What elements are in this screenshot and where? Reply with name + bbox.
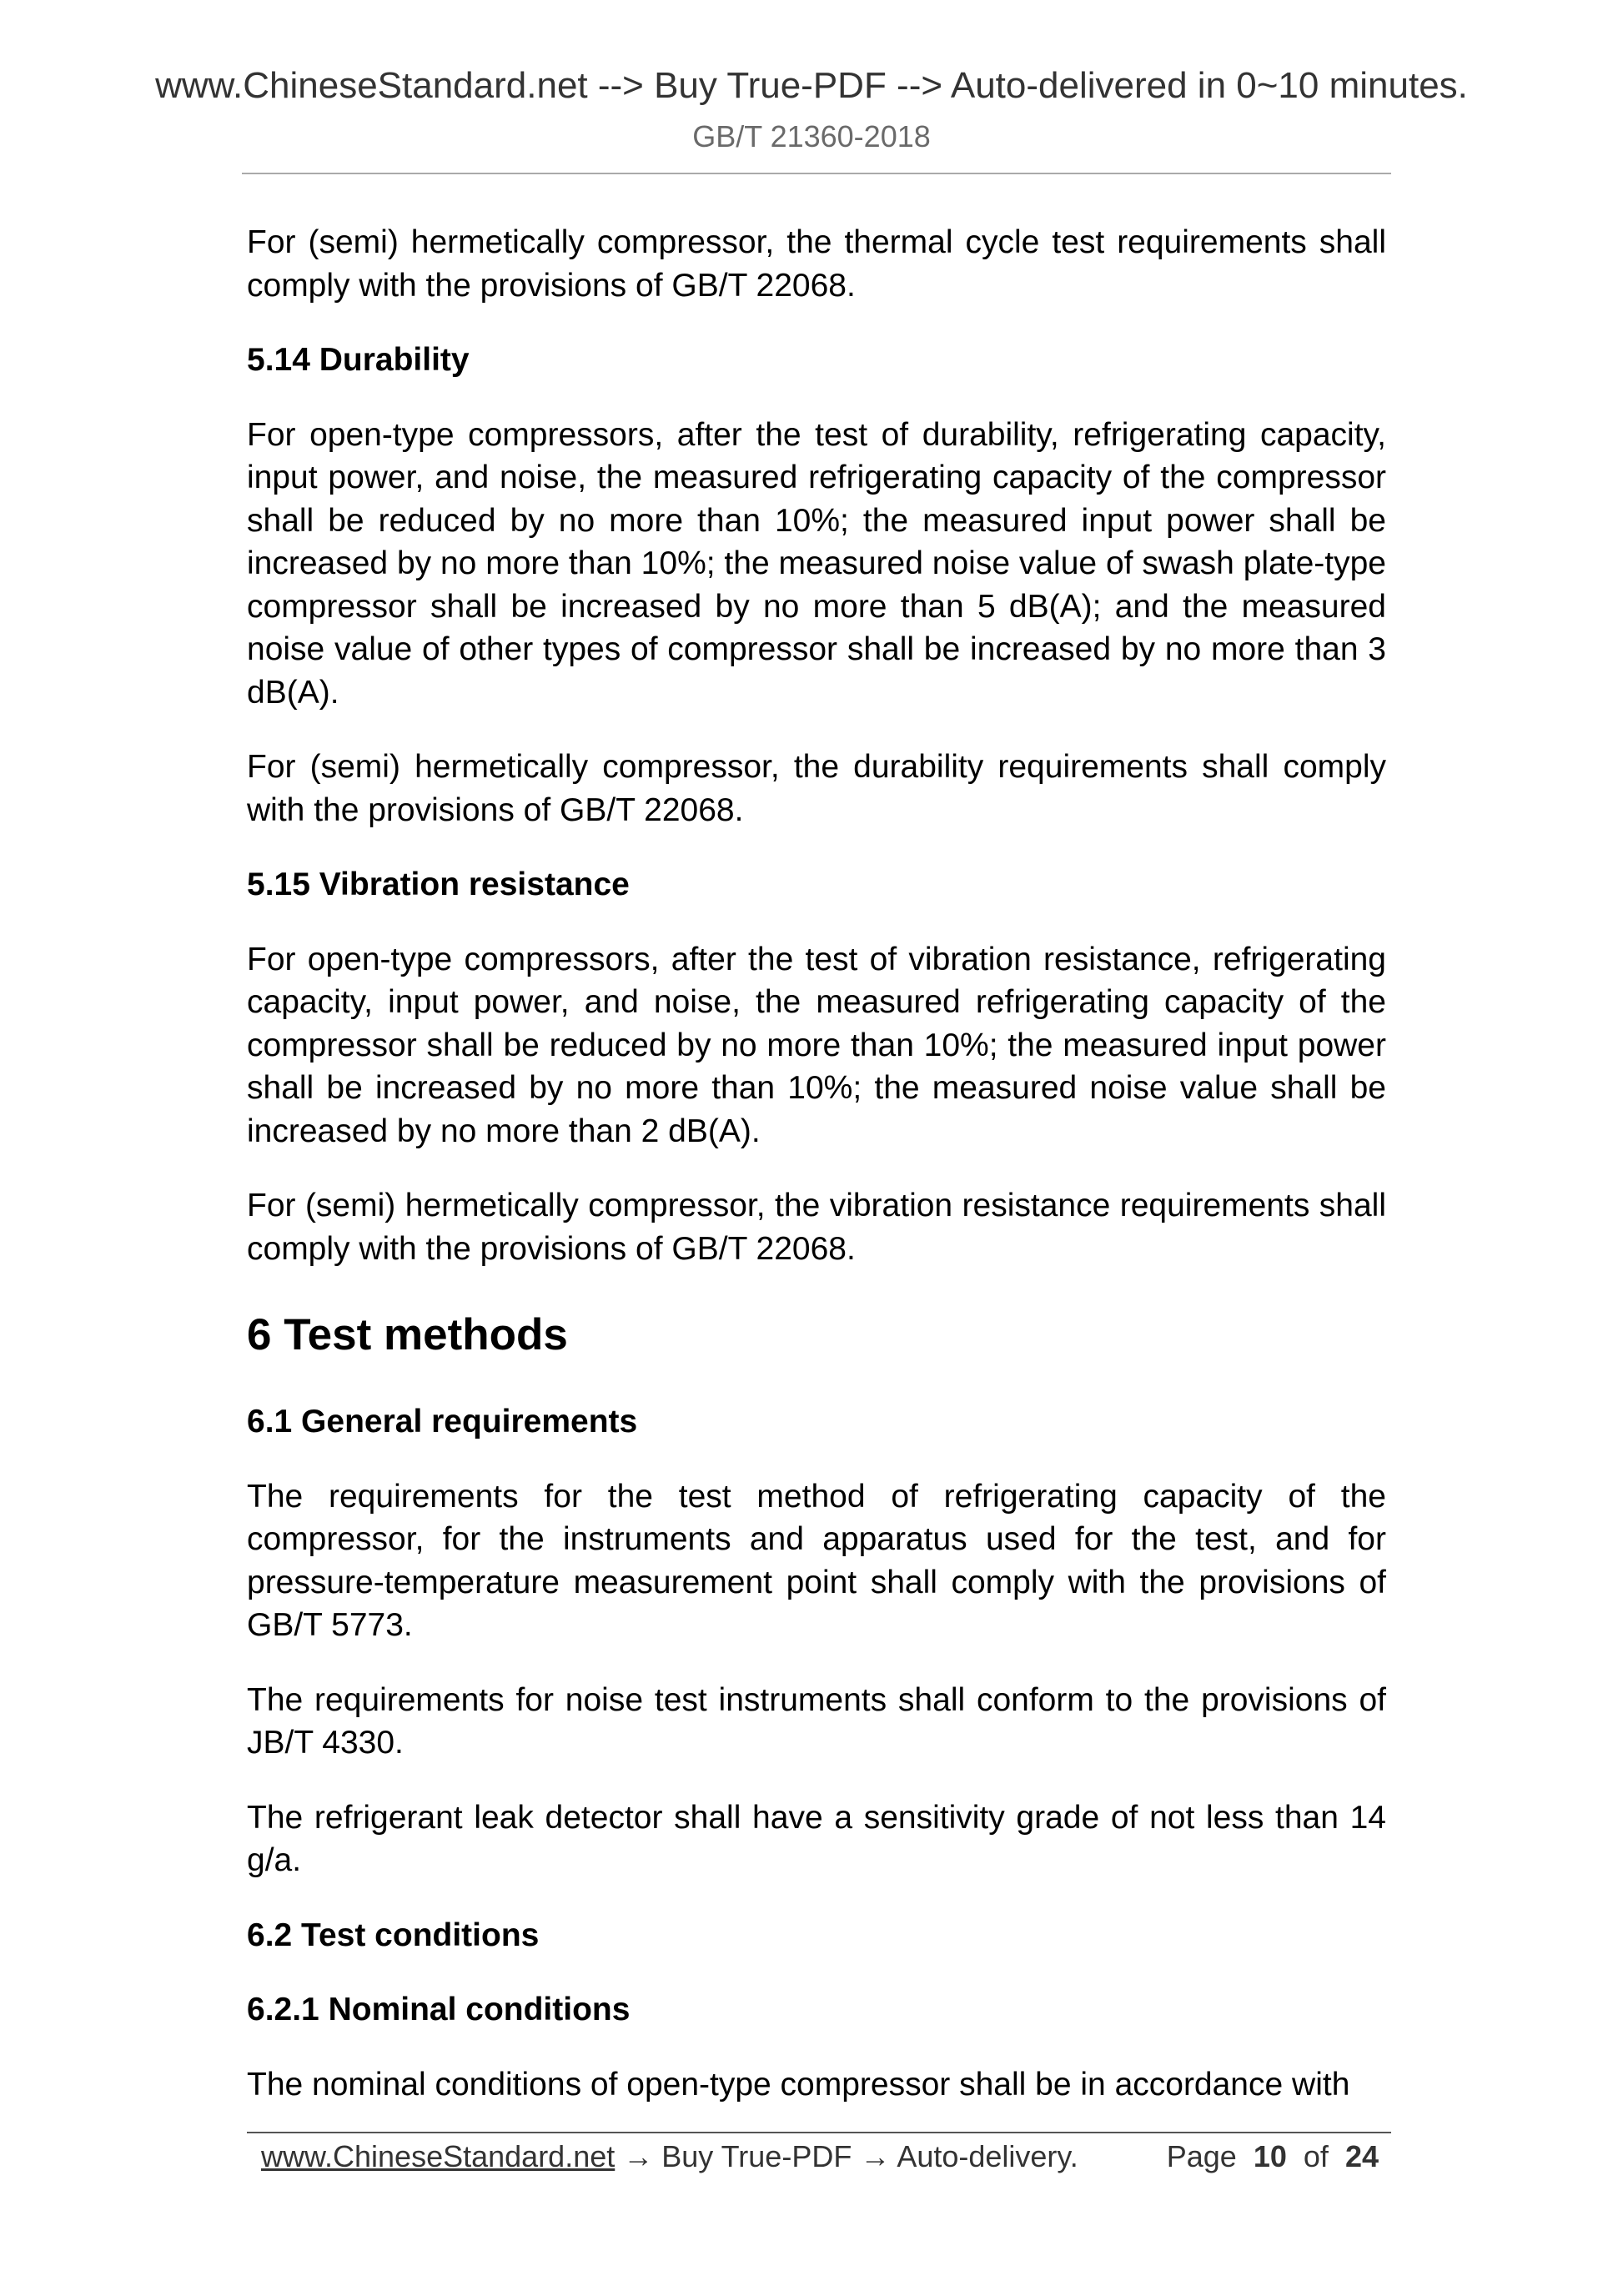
paragraph-general-refrigerating: The requirements for the test method of refrigerating capacity of the compressor, for the instruments and apparatus used for the test, and for pressure-temperature measurement point shall comply with the provisions of GB/T 5773.: [247, 1478, 1386, 1643]
page-content: [247, 221, 1386, 2106]
site-banner: www.ChineseStandard.net --> Buy True-PDF --> Auto-delivered in 0~10 minutes.: [155, 65, 1468, 106]
page-total: 24: [1344, 2139, 1379, 2173]
heading-6: 6 Test methods: [247, 1310, 568, 1359]
page-label: Page: [1166, 2139, 1237, 2173]
footer-buy-text: → Buy True-PDF → Auto-delivery.: [615, 2139, 1078, 2173]
paragraph-durability-open: For open-type compressors, after the test of durability, refrigerating capacity, input power, and noise, the measured refrigerating capacity of the compressor shall be reduced by no more than 10%; the measured input power shall be increased by no more than 10%; the measured noise value of swash plate-type compressor shall be increased by no more than 5 dB(A); and the measured noise value of other types of compressor shall be increased by no more than 3 dB(A).: [247, 416, 1386, 711]
page-counter: [1167, 2135, 1379, 2178]
footer-left: [261, 2135, 1078, 2178]
footer-divider: [247, 2132, 1391, 2133]
page-number: 10: [1253, 2139, 1287, 2173]
heading-6-2-1: 6.2.1 Nominal conditions: [247, 1992, 631, 2027]
heading-5-15: 5.15 Vibration resistance: [247, 867, 630, 902]
paragraph-general-leak-detector: The refrigerant leak detector shall have a sensitivity grade of not less than 14 g/a.: [247, 1799, 1386, 1878]
paragraph-nominal-conditions: The nominal conditions of open-type compressor shall be in accordance with: [247, 2066, 1350, 2103]
heading-6-1: 6.1 General requirements: [247, 1404, 638, 1439]
footer-site-link[interactable]: www.ChineseStandard.net: [261, 2139, 616, 2173]
header-divider: [242, 173, 1391, 174]
paragraph-vibration-hermetic: For (semi) hermetically compressor, the vibration resistance requirements shall comply with the provisions of GB/T 22068.: [247, 1188, 1386, 1267]
of-label: of: [1303, 2139, 1329, 2173]
paragraph-thermal-cycle: For (semi) hermetically compressor, the thermal cycle test requirements shall comply with the provisions of GB/T 22068.: [247, 224, 1386, 304]
paragraph-durability-hermetic: For (semi) hermetically compressor, the durability requirements shall comply with the provisions of GB/T 22068.: [247, 749, 1386, 828]
heading-6-2: 6.2 Test conditions: [247, 1917, 540, 1953]
paragraph-vibration-open: For open-type compressors, after the test of vibration resistance, refrigerating capacity, input power, and noise, the measured refrigerating capacity of the compressor shall be reduced by no more than 10%; the measured input power shall be increased by no more than 10%; the measured noise value shall be increased by no more than 2 dB(A).: [247, 941, 1386, 1149]
heading-5-14: 5.14 Durability: [247, 342, 470, 378]
document-id: GB/T 21360-2018: [692, 119, 931, 153]
paragraph-general-noise: The requirements for noise test instruments shall conform to the provisions of JB/T 4330.: [247, 1681, 1386, 1761]
